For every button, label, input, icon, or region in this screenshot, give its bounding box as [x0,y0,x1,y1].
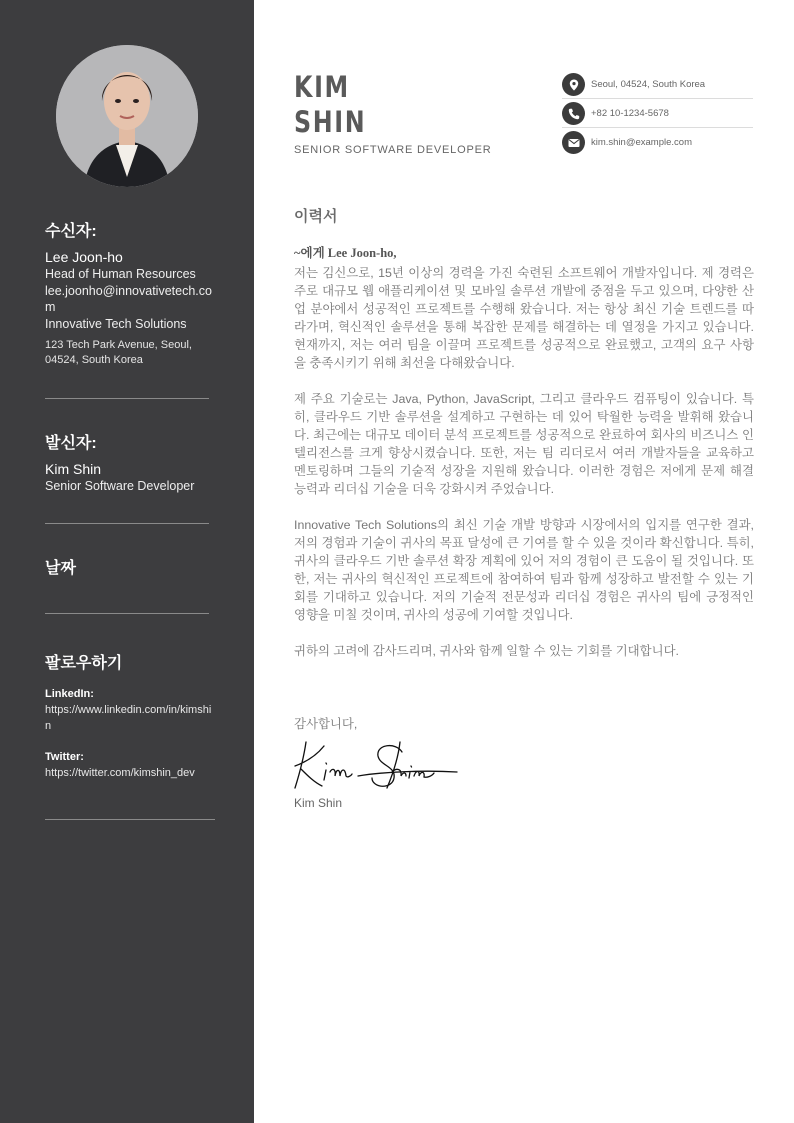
profile-photo [56,45,198,187]
recipient-block [45,218,213,368]
applicant-name [294,70,366,140]
twitter-label: Twitter: [45,751,84,763]
signature [292,736,462,796]
twitter-link[interactable]: https://twitter.com/kimshin_dev [45,767,195,779]
sidebar [0,0,254,1123]
envelope-icon [562,131,585,154]
sender-name: Kim Shin [45,461,102,477]
job-title: SENIOR SOFTWARE DEVELOPER [294,144,492,156]
divider [45,523,209,524]
first-name: KIM [294,70,350,104]
contact-location [562,73,753,96]
sender-heading: 발신자: [45,435,97,452]
contact-divider [562,127,753,128]
sender-title: Senior Software Developer [45,479,195,493]
contact-divider [562,98,753,99]
recipient-name: Lee Joon-ho [45,249,123,265]
paragraph: 귀하의 고려에 감사드리며, 귀사와 함께 일할 수 있는 기회를 기대합니다. [294,644,679,658]
recipient-address: 123 Tech Park Avenue, Seoul, 04524, South Korea [45,339,192,366]
map-pin-icon [562,73,585,96]
contact-phone [562,102,753,125]
divider [45,398,209,399]
contact-email [562,131,753,154]
location-text: Seoul, 04524, South Korea [591,79,706,90]
linkedin-link[interactable]: https://www.linkedin.com/in/kimshin [45,704,212,732]
email-text[interactable]: kim.shin@example.com [591,137,692,148]
recipient-title: Head of Human Resources [45,267,196,281]
recipient-company: Innovative Tech Solutions [45,316,187,331]
phone-icon [562,102,585,125]
linkedin-label: LinkedIn: [45,688,94,700]
paragraph: Innovative Tech Solutions의 최신 기술 개발 방향과 시장에서의 입지를 연구한 결과, 저의 경험과 기술이 귀사의 목표 달성에 큰 기여를 할 수 있을 것이라 확신합니다. 특히, 귀사의 클라우드 기반 솔루션 확장 계획에 있어 저의 경험이 큰 도움이 될 것입니다. 또한, 저는 귀사의 혁신적인 프로젝트에 참여하여 팀과 함께 성장하고 발전할 수 있는 기회를 기대하고 있습니다. 저의 기술적 전문성과 리더십 경험은 귀사의 팀에 긍정적인 영향을 미칠 것이며, 귀사의 성공에 기여할 것입니다. [294,518,754,622]
follow-block [45,650,213,781]
recipient-heading: 수신자: [45,223,97,240]
paragraph: 제 주요 기술로는 Java, Python, JavaScript, 그리고 클라우드 컴퓨팅이 있습니다. 특히, 클라우드 기반 솔루션을 설계하고 구현하는 데 있어 탁월한 능력을 발휘해 왔습니다. 최근에는 대규모 데이터 분석 프로젝트를 성공적으로 완료하여 회사의 비즈니스 인텔리전스를 크게 향상시켰습니다. 또한, 저는 팀 리더로서 여러 개발자들을 교육하고 멘토링하며 그들의 기술적 성장을 지원해 왔습니다. 이러한 경험은 저에게 문제 해결 능력과 리더십 기술을 더욱 강화시켜 주었습니다. [294,392,754,496]
divider [45,613,209,614]
recipient-email[interactable]: lee.joonho@innovativetech.com [45,283,212,314]
divider [45,819,215,820]
phone-text[interactable]: +82 10-1234-5678 [591,108,669,119]
date-heading: 날짜 [45,560,76,577]
follow-heading: 팔로우하기 [45,655,123,672]
sender-block [45,430,213,495]
date-block [45,555,213,586]
closing: 감사합니다, [294,717,358,731]
section-title: 이력서 [294,208,338,225]
paragraph: 저는 김신으로, 15년 이상의 경력을 가진 숙련된 소프트웨어 개발자입니다. 제 경력은 주로 대규모 웹 애플리케이션 및 모바일 솔루션 개발에 중점을 두고 있으며, 다양한 산업 분야에서 성공적인 프로젝트를 수행해 왔습니다. 저는 항상 최신 기술 트렌드를 따라가며, 혁신적인 솔루션을 통해 복잡한 문제를 해결하는 데 열정을 가지고 있습니다. 현재까지, 저는 여러 팀을 이끌며 프로젝트를 성공적으로 완료했고, 고객의 요구 사항을 충족시키기 위해 최선을 다해왔습니다. [294,266,754,370]
last-name: SHIN [294,105,367,139]
signed-name: Kim Shin [294,796,343,810]
salutation: ~에게 Lee Joon-ho, [294,246,397,260]
